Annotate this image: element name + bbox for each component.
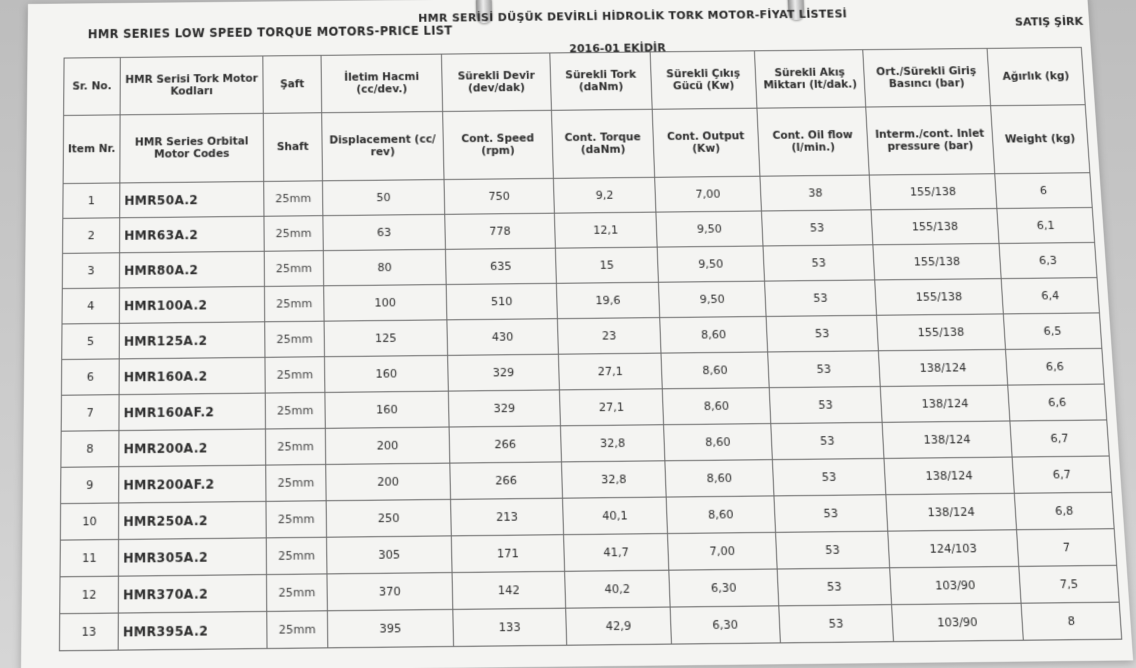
weight-cell: 7,5 <box>1019 565 1119 603</box>
motor-code-cell: HMR200A.2 <box>119 429 266 467</box>
cont-output-cell: 7,00 <box>655 176 762 212</box>
cont-torque-cell: 40,1 <box>563 497 668 535</box>
oil-flow-cell: 53 <box>769 386 882 423</box>
col-tr-2: Şaft <box>263 55 322 113</box>
inlet-pressure-cell: 138/124 <box>884 457 1014 495</box>
header-row-english <box>63 105 1090 184</box>
displacement-cell: 80 <box>323 249 446 285</box>
shaft-cell: 25mm <box>264 286 324 322</box>
cont-speed-cell: 142 <box>452 571 566 609</box>
cont-output-cell: 8,60 <box>660 316 768 353</box>
displacement-cell: 50 <box>322 180 444 216</box>
displacement-cell: 125 <box>324 320 448 357</box>
english-title: HMR SERIES LOW SPEED TORQUE MOTORS-PRICE LIST <box>87 23 453 42</box>
inlet-pressure-cell: 138/124 <box>880 385 1010 422</box>
shaft-cell: 25mm <box>265 321 325 357</box>
item-nr-cell: 4 <box>62 288 119 324</box>
cont-torque-cell: 15 <box>555 247 658 283</box>
cont-torque-cell: 19,6 <box>556 282 659 318</box>
inlet-pressure-cell: 138/124 <box>878 349 1007 386</box>
oil-flow-cell: 53 <box>765 280 877 317</box>
motor-code-cell: HMR160A.2 <box>119 357 265 394</box>
weight-cell: 8 <box>1021 602 1122 640</box>
item-nr-cell: 1 <box>63 183 120 218</box>
cont-output-cell: 8,60 <box>661 352 769 389</box>
col-en-7: Cont. Oil flow (l/min.) <box>757 107 869 176</box>
oil-flow-cell: 53 <box>766 315 878 352</box>
cont-torque-cell: 27,1 <box>559 389 663 426</box>
inlet-pressure-cell: 103/90 <box>890 566 1021 604</box>
cont-output-cell: 6,30 <box>670 606 780 644</box>
cont-output-cell: 8,60 <box>665 460 774 497</box>
price-table <box>59 47 1122 651</box>
item-nr-cell: 13 <box>59 613 118 651</box>
weight-cell: 6,6 <box>1006 348 1105 385</box>
cont-torque-cell: 42,9 <box>566 607 672 645</box>
col-tr-0: Sr. No. <box>64 57 121 115</box>
shaft-cell: 25mm <box>264 181 323 216</box>
item-nr-cell: 7 <box>61 395 119 432</box>
cont-speed-cell: 778 <box>445 213 556 249</box>
item-nr-cell: 8 <box>61 431 119 468</box>
cont-speed-cell: 133 <box>453 608 567 646</box>
col-tr-8: Ort./Sürekli Giriş Basıncı (bar) <box>863 48 991 107</box>
col-tr-6: Sürekli Çıkış Gücü (Kw) <box>650 51 757 109</box>
cont-speed-cell: 171 <box>451 535 564 573</box>
cont-speed-cell: 510 <box>446 283 557 320</box>
col-tr-5: Sürekli Tork (daNm) <box>550 52 652 110</box>
shaft-cell: 25mm <box>264 216 323 252</box>
col-en-1: HMR Series Orbital Motor Codes <box>120 113 264 183</box>
inlet-pressure-cell: 155/138 <box>871 209 999 245</box>
motor-code-cell: HMR370A.2 <box>118 575 266 613</box>
motor-code-cell: HMR305A.2 <box>118 538 266 576</box>
cont-output-cell: 7,00 <box>667 532 777 570</box>
motor-code-cell: HMR80A.2 <box>119 251 264 288</box>
motor-code-cell: HMR100A.2 <box>119 286 264 323</box>
inlet-pressure-cell: 155/138 <box>869 174 997 210</box>
item-nr-cell: 5 <box>62 323 120 359</box>
oil-flow-cell: 53 <box>768 351 881 388</box>
weight-cell: 6,4 <box>1001 278 1099 314</box>
col-en-6: Cont. Output (Kw) <box>652 108 760 177</box>
item-nr-cell: 12 <box>60 576 119 614</box>
shaft-cell: 25mm <box>265 392 325 429</box>
motor-code-cell: HMR50A.2 <box>120 181 264 217</box>
weight-cell: 6,1 <box>997 207 1095 243</box>
cont-speed-cell: 329 <box>448 390 560 427</box>
shaft-cell: 25mm <box>266 464 326 501</box>
cont-torque-cell: 32,8 <box>560 425 664 462</box>
weight-cell: 6,7 <box>1010 420 1109 457</box>
col-en-4: Cont. Speed (rpm) <box>443 110 554 179</box>
motor-code-cell: HMR395A.2 <box>118 611 267 650</box>
weight-cell: 6,7 <box>1012 456 1112 493</box>
turkish-title: HMR SERİSİ DÜŞÜK DEVİRLİ HİDROLİK TORK MOTOR-FİYAT LİSTESİ <box>418 7 848 25</box>
cont-speed-cell: 430 <box>447 319 559 356</box>
cont-torque-cell: 41,7 <box>564 534 669 572</box>
col-en-2: Shaft <box>263 113 322 182</box>
motor-code-cell: HMR160AF.2 <box>119 393 266 430</box>
inlet-pressure-cell: 138/124 <box>886 493 1017 531</box>
motor-code-cell: HMR63A.2 <box>120 216 265 253</box>
col-en-9: Weight (kg) <box>991 105 1090 174</box>
shaft-cell: 25mm <box>266 574 327 612</box>
weight-cell: 6 <box>995 173 1092 209</box>
cont-torque-cell: 12,1 <box>554 212 657 248</box>
shaft-cell: 25mm <box>264 251 323 287</box>
col-tr-3: İletim Hacmi (cc/dev.) <box>321 54 443 113</box>
shaft-cell: 25mm <box>265 428 325 465</box>
cont-speed-cell: 635 <box>445 248 556 284</box>
weight-cell: 7 <box>1017 529 1117 567</box>
oil-flow-cell: 53 <box>777 568 891 606</box>
oil-flow-cell: 53 <box>774 495 888 533</box>
cont-torque-cell: 40,2 <box>565 570 671 608</box>
inlet-pressure-cell: 155/138 <box>873 243 1001 279</box>
cont-speed-cell: 329 <box>448 354 560 391</box>
col-tr-7: Sürekli Akış Miktarı (lt/dak.) <box>754 50 865 108</box>
displacement-cell: 395 <box>327 609 453 647</box>
weight-cell: 6,5 <box>1003 313 1102 350</box>
oil-flow-cell: 53 <box>763 245 875 281</box>
cont-output-cell: 8,60 <box>662 388 771 425</box>
col-en-3: Displacement (cc/ rev) <box>322 111 444 180</box>
item-nr-cell: 3 <box>62 253 119 289</box>
cont-output-cell: 9,50 <box>658 281 766 317</box>
cont-speed-cell: 750 <box>444 178 554 214</box>
shaft-cell: 25mm <box>265 357 325 393</box>
price-list-date: 2016-01 EKİDİR <box>569 41 666 56</box>
motor-code-cell: HMR200AF.2 <box>119 465 266 503</box>
cont-torque-cell: 32,8 <box>561 461 666 498</box>
col-en-8: Interm./cont. Inlet pressure (bar) <box>866 106 995 175</box>
col-en-0: Item Nr. <box>63 115 120 184</box>
cont-output-cell: 9,50 <box>657 246 764 282</box>
price-table-body <box>59 173 1121 651</box>
col-tr-9: Ağırlık (kg) <box>987 47 1085 105</box>
item-nr-cell: 6 <box>61 359 119 395</box>
weight-cell: 6,8 <box>1014 492 1114 529</box>
item-nr-cell: 2 <box>63 218 120 254</box>
cont-speed-cell: 266 <box>449 426 561 463</box>
shaft-cell: 25mm <box>267 611 328 649</box>
displacement-cell: 160 <box>324 355 448 392</box>
displacement-cell: 250 <box>326 499 451 537</box>
cont-speed-cell: 213 <box>451 498 564 536</box>
col-tr-1: HMR Serisi Tork Motor Kodları <box>120 56 263 115</box>
displacement-cell: 370 <box>327 573 453 611</box>
header-row-turkish <box>64 47 1086 115</box>
col-tr-4: Sürekli Devir (dev/dak) <box>441 53 551 112</box>
displacement-cell: 160 <box>325 391 449 428</box>
displacement-cell: 305 <box>327 536 453 574</box>
oil-flow-cell: 53 <box>771 422 884 459</box>
cont-torque-cell: 27,1 <box>558 353 662 390</box>
price-list-sheet <box>21 0 1133 668</box>
col-en-5: Cont. Torque (daNm) <box>551 109 654 178</box>
motor-code-cell: HMR250A.2 <box>119 501 267 539</box>
oil-flow-cell: 38 <box>760 175 871 211</box>
oil-flow-cell: 53 <box>761 210 872 246</box>
inlet-pressure-cell: 103/90 <box>892 603 1024 641</box>
cont-torque-cell: 23 <box>557 318 661 355</box>
shaft-cell: 25mm <box>266 501 327 538</box>
cont-output-cell: 9,50 <box>656 211 763 247</box>
cont-output-cell: 6,30 <box>669 569 779 607</box>
motor-code-cell: HMR125A.2 <box>119 322 265 359</box>
displacement-cell: 100 <box>324 284 447 321</box>
inlet-pressure-cell: 155/138 <box>875 279 1004 316</box>
cont-output-cell: 8,60 <box>666 496 775 534</box>
inlet-pressure-cell: 155/138 <box>877 314 1006 351</box>
cont-speed-cell: 266 <box>450 462 563 499</box>
oil-flow-cell: 53 <box>776 531 890 569</box>
company-label: SATIŞ ŞİRK <box>1014 14 1084 29</box>
displacement-cell: 200 <box>326 463 451 501</box>
shaft-cell: 25mm <box>266 537 327 574</box>
item-nr-cell: 9 <box>61 467 119 504</box>
weight-cell: 6,3 <box>999 242 1097 278</box>
oil-flow-cell: 53 <box>779 605 894 643</box>
item-nr-cell: 10 <box>60 503 118 540</box>
displacement-cell: 200 <box>325 427 450 464</box>
displacement-cell: 63 <box>323 214 446 250</box>
inlet-pressure-cell: 124/103 <box>888 530 1019 568</box>
cont-torque-cell: 9,2 <box>553 177 656 213</box>
inlet-pressure-cell: 138/124 <box>882 421 1012 458</box>
weight-cell: 6,6 <box>1008 384 1107 421</box>
oil-flow-cell: 53 <box>772 458 885 495</box>
item-nr-cell: 11 <box>60 539 119 576</box>
cont-output-cell: 8,60 <box>664 424 773 461</box>
